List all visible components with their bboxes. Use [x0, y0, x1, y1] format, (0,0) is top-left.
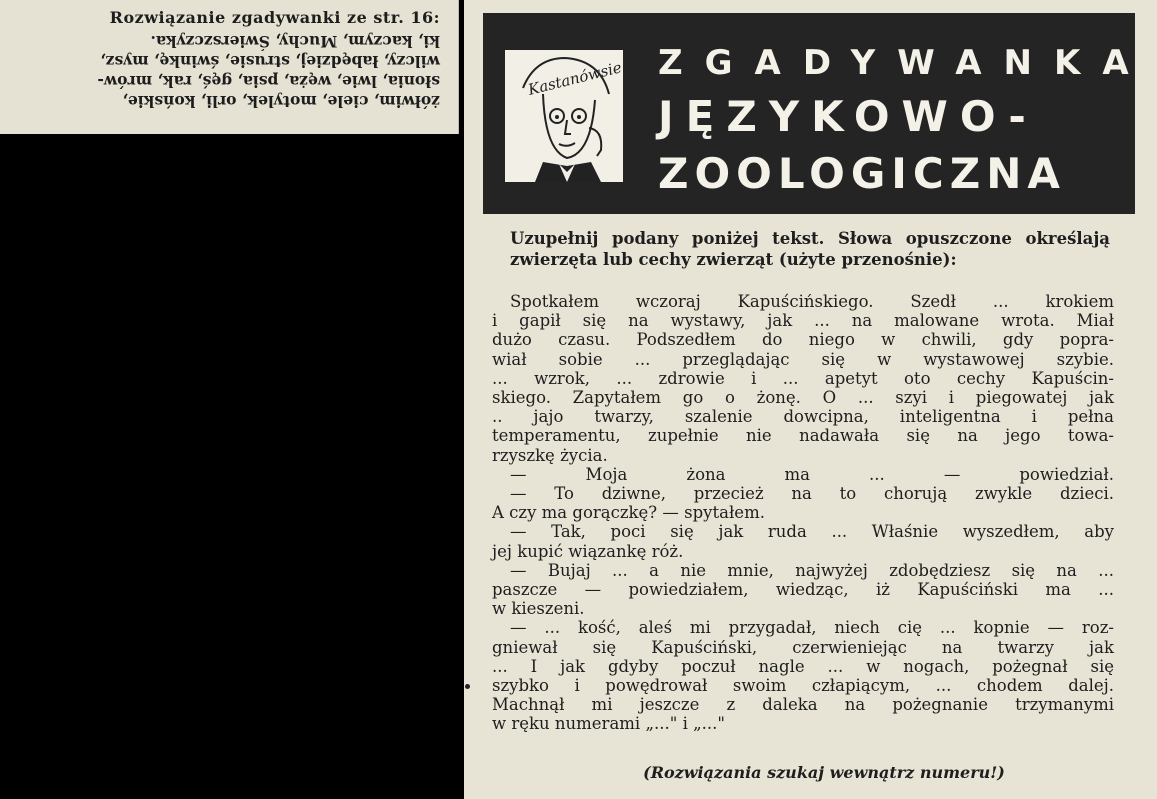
text-line: — Moja żona ma ... — powiedział. — [510, 464, 1114, 484]
text-line: w kieszeni. — [492, 599, 585, 619]
portrait-illustration — [505, 50, 623, 182]
text-line: wiał sobie ... przeglądając się w wystawowej szybie. — [492, 349, 1114, 369]
text-line: — Bujaj ... a nie mnie, najwyżej zdobędziesz się na ... — [510, 560, 1114, 580]
text-line: A czy ma gorączkę? — spytałem. — [492, 503, 765, 523]
banner-title — [658, 37, 1151, 203]
text-line: w ręku numerami „..." i „..." — [492, 714, 725, 734]
text-line: i gapił się na wystawy, jak ... na malowane wrota. Miał — [492, 311, 1114, 331]
answer-title: Rozwiązanie zgadywanki ze str. 16: — [109, 8, 440, 27]
text-line: dużo czasu. Podszedłem do niego w chwili, gdy popra- — [492, 330, 1114, 350]
banner-title-line: ZOOLOGICZNA — [658, 149, 1066, 198]
text-line: .. jajo twarzy, szalenie dowcipna, inteligentna i pełna — [492, 407, 1114, 427]
text-line: — Tak, poci się jak ruda ... Właśnie wyszedłem, aby — [510, 522, 1114, 542]
answer-line: ki, kaczym, Muchy, Świerszczyka. — [150, 32, 440, 51]
banner-title-line: ZGADYWANKA — [658, 43, 1151, 83]
text-line: temperamentu, zupełnie nie nadawała się na jego towa- — [492, 426, 1114, 446]
banner-title-line: JĘZYKOWO- — [658, 92, 1038, 141]
text-line: szybko i powędrował swoim człapiącym, ... chodem dalej. — [492, 676, 1114, 696]
caricature-face-icon — [505, 50, 623, 182]
text-line: rzyszkę życia. — [492, 445, 608, 465]
text-line: — ... kość, aleś mi przygadał, niech cię ... kopnie — roz- — [510, 618, 1114, 638]
answer-box — [0, 0, 459, 134]
text-line: ... wzrok, ... zdrowie i ... apetyt oto cechy Kapuścin- — [492, 368, 1114, 388]
text-line: — To dziwne, przecież na to chorują zwykle dzieci. — [510, 484, 1114, 504]
answer-line: wilczy, łabędziej, strusie, świnkę, mysz, — [100, 52, 440, 71]
print-dot — [465, 684, 470, 689]
answer-line: słonia, lwie, węża, psia, gęś, rak, mrów- — [97, 72, 440, 91]
portrait-caption: Kastanówsie — [526, 58, 623, 99]
puzzle-text — [492, 292, 1114, 734]
answer-line: żółwim, ciele, motylek, orli, końskie, — [122, 92, 440, 111]
intro-text: Uzupełnij podany poniżej tekst. Słowa opuszczone określają zwierzęta lub cechy zwierząt (użyte przenośnie): — [510, 229, 1110, 269]
text-line: ... I jak gdyby poczuł nagle ... w nogach, pożegnał się — [492, 656, 1114, 676]
text-line: paszcze — powiedziałem, wiedząc, iż Kapuściński ma ... — [492, 580, 1114, 600]
text-line: Spotkałem wczoraj Kapuścińskiego. Szedł ... krokiem — [510, 292, 1114, 311]
text-line: skiego. Zapytałem go o żonę. O ... szyi i piegowatej jak — [492, 388, 1114, 408]
title-banner — [483, 13, 1151, 214]
article-page — [464, 0, 1157, 799]
answer-text-upside-down — [20, 31, 440, 111]
text-line: jej kupić wiązankę róż. — [492, 541, 684, 561]
text-line: Machnął mi jeszcze z daleka na pożegnanie trzymanymi — [492, 695, 1114, 715]
text-line: gniewał się Kapuściński, czerwieniejąc na twarzy jak — [492, 637, 1114, 657]
footer-note: (Rozwiązania szukaj wewnątrz numeru!) — [643, 763, 1005, 782]
